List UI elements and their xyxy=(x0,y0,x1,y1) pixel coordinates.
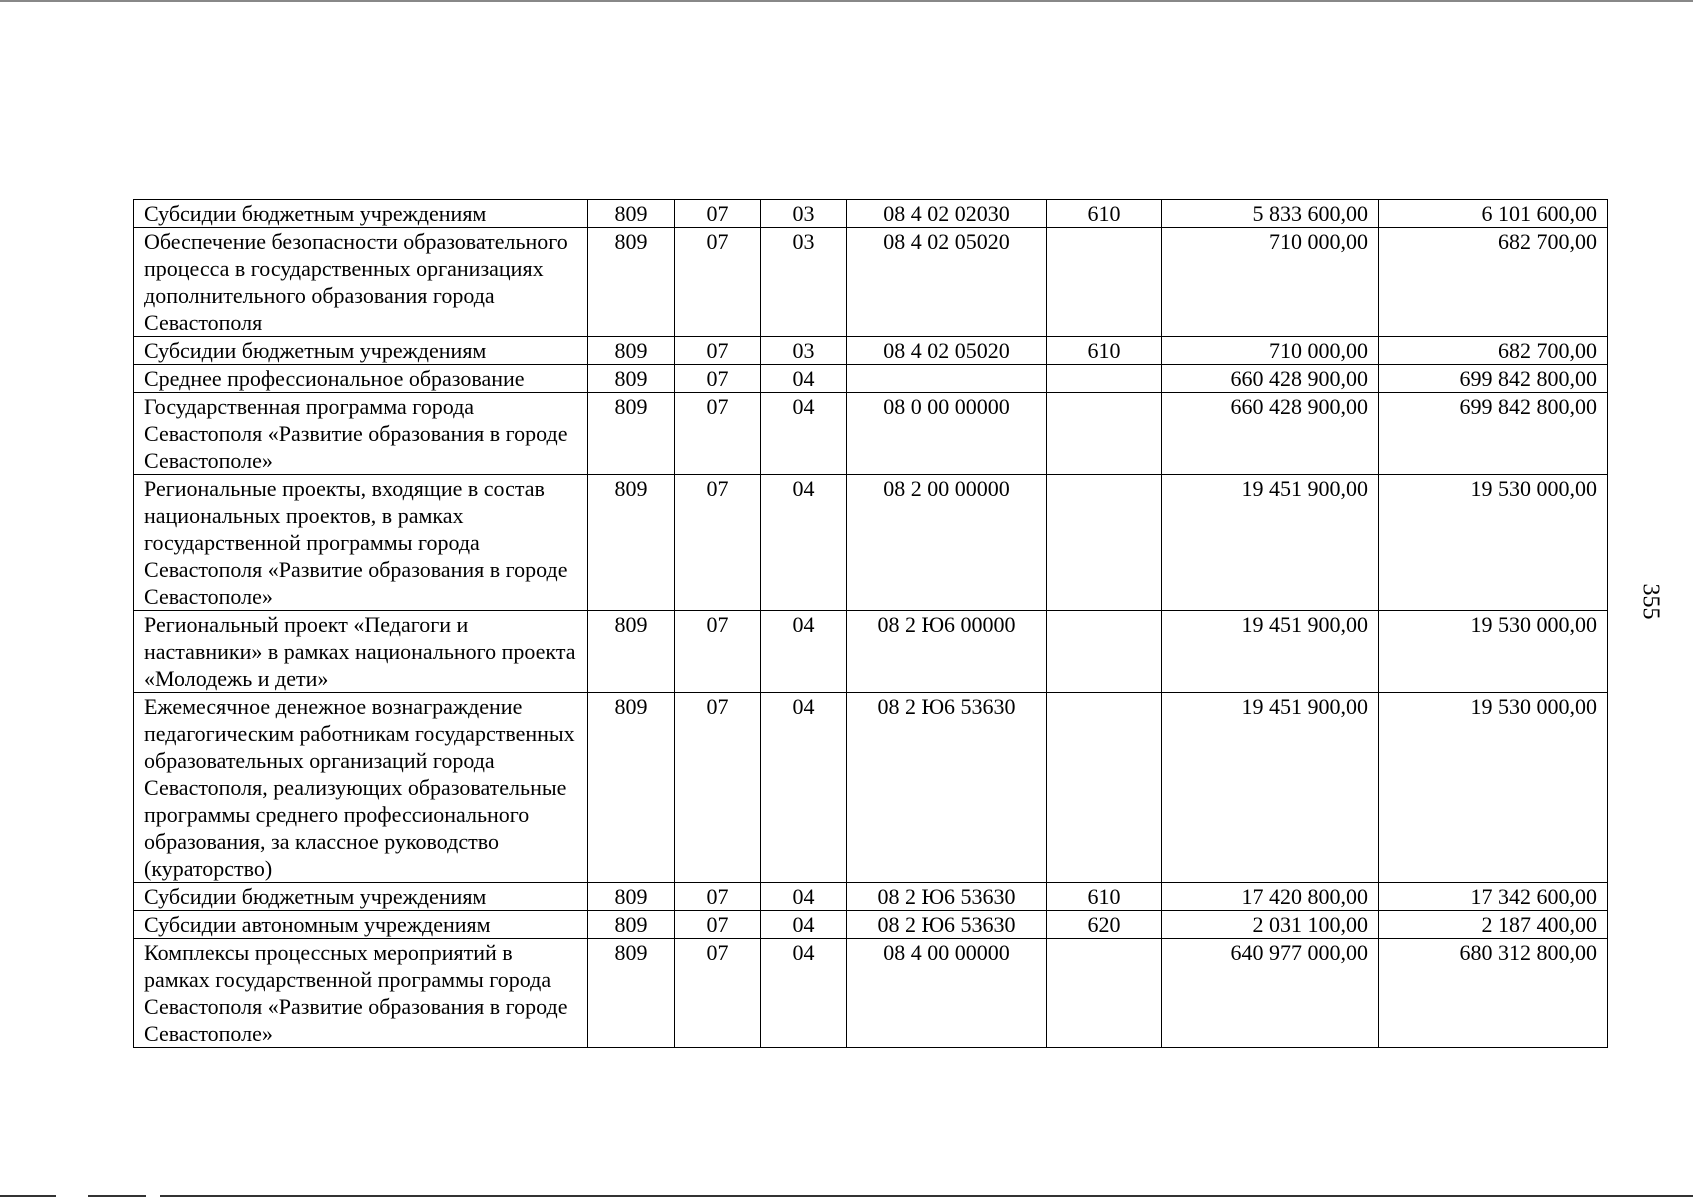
target-article-cell: 08 4 00 00000 xyxy=(847,939,1047,1048)
section-cell: 07 xyxy=(675,228,761,337)
subsection-cell: 04 xyxy=(761,611,847,693)
amount-year2-cell: 19 530 000,00 xyxy=(1379,693,1608,883)
table-row xyxy=(134,228,1608,337)
grbs-cell: 809 xyxy=(588,475,675,611)
scan-bottom-line xyxy=(0,1195,56,1197)
amount-year2-cell: 680 312 800,00 xyxy=(1379,939,1608,1048)
table-row xyxy=(134,337,1608,365)
expense-type-cell xyxy=(1047,475,1162,611)
budget-table xyxy=(133,199,1608,1048)
section-cell: 07 xyxy=(675,393,761,475)
target-article-cell: 08 2 Ю6 53630 xyxy=(847,883,1047,911)
subsection-cell: 04 xyxy=(761,883,847,911)
subsection-cell: 04 xyxy=(761,365,847,393)
expense-type-cell xyxy=(1047,611,1162,693)
expense-type-cell xyxy=(1047,393,1162,475)
table-row xyxy=(134,883,1608,911)
amount-year1-cell: 660 428 900,00 xyxy=(1162,365,1379,393)
scan-bottom-line xyxy=(160,1195,1693,1197)
amount-year1-cell: 17 420 800,00 xyxy=(1162,883,1379,911)
table-row xyxy=(134,475,1608,611)
amount-year2-cell: 17 342 600,00 xyxy=(1379,883,1608,911)
section-cell: 07 xyxy=(675,475,761,611)
subsection-cell: 03 xyxy=(761,228,847,337)
row-name-cell: Субсидии бюджетным учреждениям xyxy=(134,337,588,365)
table-row xyxy=(134,365,1608,393)
amount-year1-cell: 19 451 900,00 xyxy=(1162,611,1379,693)
subsection-cell: 04 xyxy=(761,939,847,1048)
grbs-cell: 809 xyxy=(588,365,675,393)
amount-year2-cell: 682 700,00 xyxy=(1379,228,1608,337)
section-cell: 07 xyxy=(675,939,761,1048)
amount-year1-cell: 710 000,00 xyxy=(1162,228,1379,337)
target-article-cell: 08 2 Ю6 53630 xyxy=(847,693,1047,883)
section-cell: 07 xyxy=(675,200,761,228)
target-article-cell: 08 2 Ю6 00000 xyxy=(847,611,1047,693)
amount-year2-cell: 682 700,00 xyxy=(1379,337,1608,365)
table-row xyxy=(134,611,1608,693)
grbs-cell: 809 xyxy=(588,200,675,228)
target-article-cell: 08 4 02 05020 xyxy=(847,228,1047,337)
subsection-cell: 04 xyxy=(761,693,847,883)
amount-year1-cell: 19 451 900,00 xyxy=(1162,693,1379,883)
expense-type-cell: 620 xyxy=(1047,911,1162,939)
amount-year1-cell: 710 000,00 xyxy=(1162,337,1379,365)
expense-type-cell: 610 xyxy=(1047,337,1162,365)
section-cell: 07 xyxy=(675,883,761,911)
grbs-cell: 809 xyxy=(588,337,675,365)
subsection-cell: 04 xyxy=(761,475,847,611)
target-article-cell: 08 4 02 05020 xyxy=(847,337,1047,365)
target-article-cell: 08 0 00 00000 xyxy=(847,393,1047,475)
amount-year2-cell: 19 530 000,00 xyxy=(1379,611,1608,693)
row-name-cell: Региональные проекты, входящие в состав национальных проектов, в рамках государственной программы города Севастополя «Развитие образования в городе Севастополе» xyxy=(134,475,588,611)
table-row xyxy=(134,911,1608,939)
section-cell: 07 xyxy=(675,911,761,939)
grbs-cell: 809 xyxy=(588,611,675,693)
expense-type-cell xyxy=(1047,693,1162,883)
row-name-cell: Субсидии бюджетным учреждениям xyxy=(134,200,588,228)
expense-type-cell xyxy=(1047,228,1162,337)
section-cell: 07 xyxy=(675,365,761,393)
expense-type-cell: 610 xyxy=(1047,200,1162,228)
page-number: 355 xyxy=(1637,583,1664,620)
expense-type-cell: 610 xyxy=(1047,883,1162,911)
row-name-cell: Комплексы процессных мероприятий в рамках государственной программы города Севастополя «Развитие образования в городе Севастополе» xyxy=(134,939,588,1048)
grbs-cell: 809 xyxy=(588,883,675,911)
table-row xyxy=(134,393,1608,475)
amount-year1-cell: 660 428 900,00 xyxy=(1162,393,1379,475)
section-cell: 07 xyxy=(675,611,761,693)
row-name-cell: Обеспечение безопасности образовательного процесса в государственных организациях дополнительного образования города Севастополя xyxy=(134,228,588,337)
target-article-cell: 08 4 02 02030 xyxy=(847,200,1047,228)
amount-year2-cell: 2 187 400,00 xyxy=(1379,911,1608,939)
grbs-cell: 809 xyxy=(588,911,675,939)
subsection-cell: 04 xyxy=(761,911,847,939)
grbs-cell: 809 xyxy=(588,693,675,883)
amount-year2-cell: 699 842 800,00 xyxy=(1379,365,1608,393)
amount-year2-cell: 19 530 000,00 xyxy=(1379,475,1608,611)
scan-bottom-line xyxy=(88,1195,146,1197)
expense-type-cell xyxy=(1047,939,1162,1048)
target-article-cell: 08 2 00 00000 xyxy=(847,475,1047,611)
target-article-cell: 08 2 Ю6 53630 xyxy=(847,911,1047,939)
table-row xyxy=(134,200,1608,228)
expense-type-cell xyxy=(1047,365,1162,393)
subsection-cell: 03 xyxy=(761,337,847,365)
amount-year2-cell: 699 842 800,00 xyxy=(1379,393,1608,475)
target-article-cell xyxy=(847,365,1047,393)
subsection-cell: 03 xyxy=(761,200,847,228)
row-name-cell: Государственная программа города Севастополя «Развитие образования в городе Севастополе» xyxy=(134,393,588,475)
section-cell: 07 xyxy=(675,337,761,365)
amount-year2-cell: 6 101 600,00 xyxy=(1379,200,1608,228)
grbs-cell: 809 xyxy=(588,228,675,337)
amount-year1-cell: 2 031 100,00 xyxy=(1162,911,1379,939)
amount-year1-cell: 19 451 900,00 xyxy=(1162,475,1379,611)
table-row xyxy=(134,939,1608,1048)
subsection-cell: 04 xyxy=(761,393,847,475)
amount-year1-cell: 640 977 000,00 xyxy=(1162,939,1379,1048)
amount-year1-cell: 5 833 600,00 xyxy=(1162,200,1379,228)
row-name-cell: Субсидии автономным учреждениям xyxy=(134,911,588,939)
row-name-cell: Среднее профессиональное образование xyxy=(134,365,588,393)
grbs-cell: 809 xyxy=(588,393,675,475)
table-row xyxy=(134,693,1608,883)
row-name-cell: Субсидии бюджетным учреждениям xyxy=(134,883,588,911)
scan-top-edge xyxy=(0,0,1693,2)
section-cell: 07 xyxy=(675,693,761,883)
row-name-cell: Ежемесячное денежное вознаграждение педагогическим работникам государственных образовательных организаций города Севастополя, реализующих образовательные программы среднего профессионального образования, за классное руководство (кураторство) xyxy=(134,693,588,883)
row-name-cell: Региональный проект «Педагоги и наставники» в рамках национального проекта «Молодежь и дети» xyxy=(134,611,588,693)
grbs-cell: 809 xyxy=(588,939,675,1048)
